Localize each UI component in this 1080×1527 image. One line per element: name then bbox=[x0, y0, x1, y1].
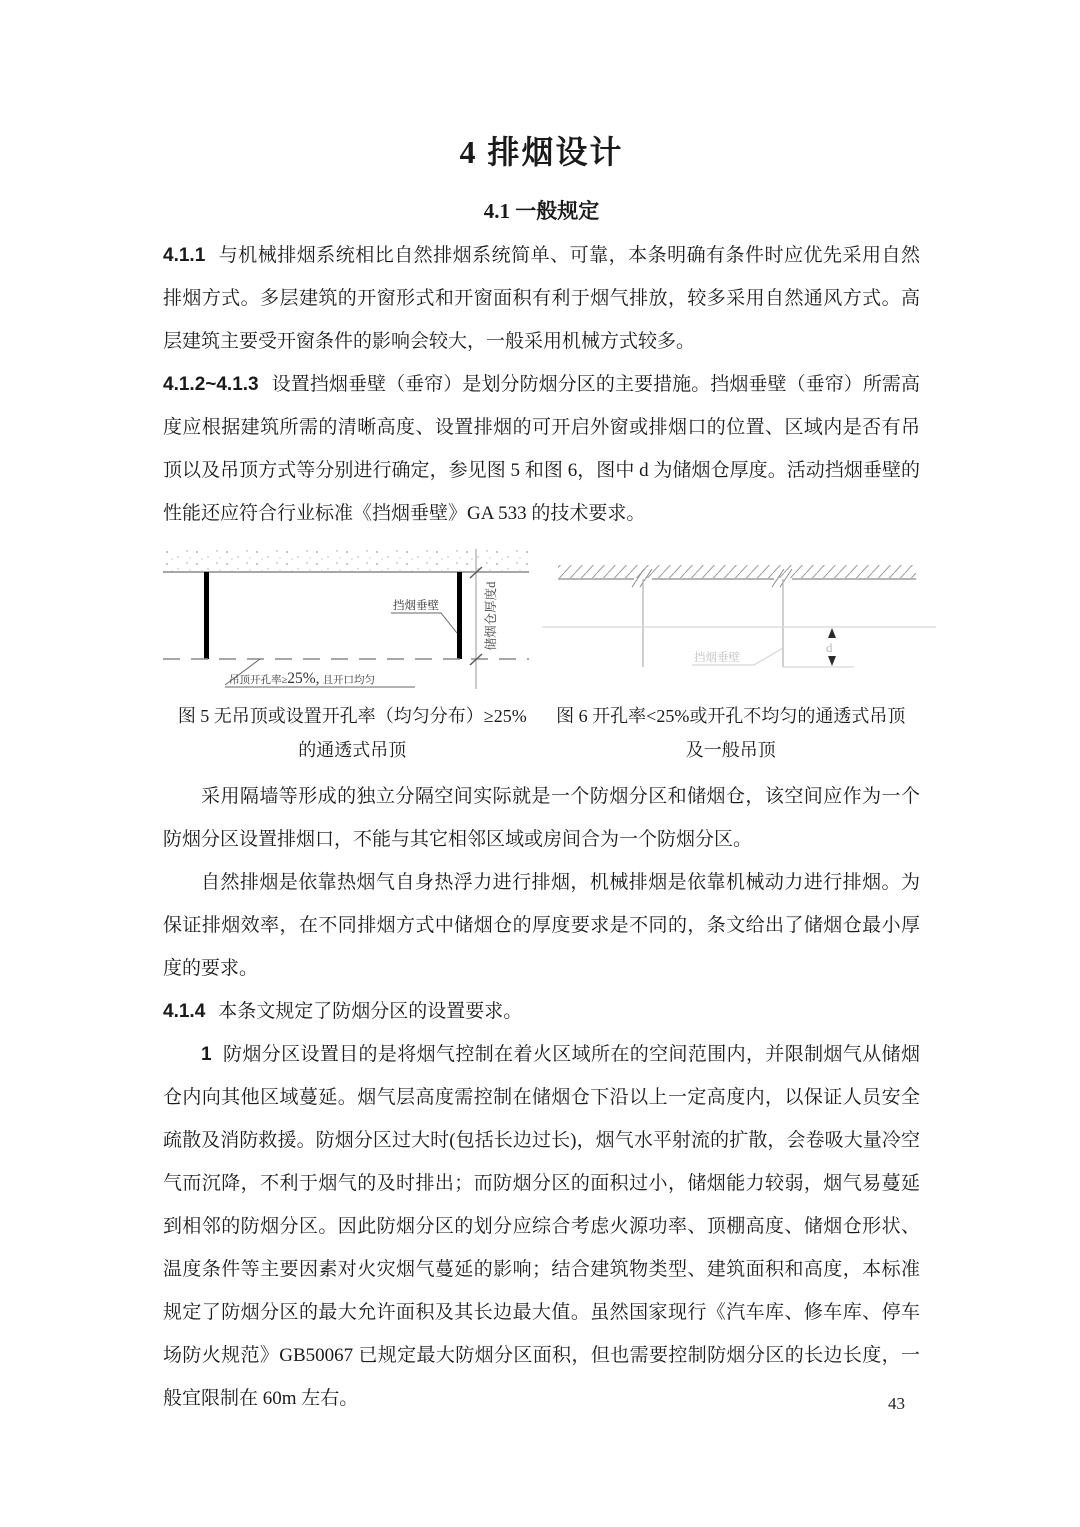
clause-number: 4.1.2~4.1.3 bbox=[163, 374, 259, 395]
depth-d-label: d bbox=[825, 640, 832, 655]
paragraph-text: 自然排烟是依靠热烟气自身热浮力进行排烟，机械排烟是依靠机械动力进行排烟。为保证排烟效率，在不同排烟方式中储烟仓的厚度要求是不同的，条文给出了储烟仓最小厚度的要求。 bbox=[163, 872, 920, 979]
figure-5-drawing bbox=[163, 549, 535, 697]
paragraph-item-1 bbox=[163, 1033, 920, 1420]
arrow-up-icon bbox=[828, 628, 836, 638]
figure-5 bbox=[163, 549, 542, 767]
body-text-block-1 bbox=[163, 234, 920, 535]
clause-number: 4.1.1 bbox=[163, 245, 206, 266]
figure-6-caption-line1: 图 6 开孔率<25%或开孔不均匀的通透式吊顶 bbox=[556, 706, 906, 726]
paragraph-partition bbox=[163, 775, 920, 861]
paragraph-4-1-4 bbox=[163, 990, 920, 1033]
body-text-block-2 bbox=[163, 775, 920, 1420]
figure-6-caption-line2: 及一般吊顶 bbox=[685, 740, 776, 760]
item-number: 1 bbox=[201, 1044, 212, 1065]
paragraph-text: 防烟分区设置目的是将烟气控制在着火区域所在的空间范围内，并限制烟气从储烟仓内向其他区域蔓延。烟气层高度需控制在储烟仓下沿以上一定高度内，以保证人员安全疏散及消防救援。防烟分区过大时(包括长边过长)，烟气水平射流的扩散，会卷吸大量冷空气而沉降，不利于烟气的及时排出；而防烟分区的面积过小，储烟能力较弱，烟气易蔓延到相邻的防烟分区。因此防烟分区的划分应综合考虑火源功率、顶棚高度、储烟仓形状、温度条件等主要因素对火灾烟气蔓延的影响；结合建筑物类型、建筑面积和高度，本标准规定了防烟分区的最大允许面积及其长边最大值。虽然国家现行《汽车库、修车库、停车场防火规范》GB50067 已规定最大防烟分区面积，但也需要控制防烟分区的长边长度，一般宜限制在 60m 左右。 bbox=[163, 1044, 920, 1409]
paragraph-text: 本条文规定了防烟分区的设置要求。 bbox=[218, 1001, 523, 1022]
paragraph-text: 与机械排烟系统相比自然排烟系统简单、可靠，本条明确有条件时应优先采用自然排烟方式。多层建筑的开窗形式和开窗面积有利于烟气排放，较多采用自然通风方式。高层建筑主要受开窗条件的影响会较大，一般采用机械方式较多。 bbox=[163, 245, 920, 352]
paragraph-natural-mechanical bbox=[163, 861, 920, 990]
barrier-leader-line bbox=[391, 613, 457, 633]
figure-6 bbox=[542, 549, 921, 767]
figure-5-caption bbox=[163, 699, 542, 767]
paragraph-4-1-2-4-1-3 bbox=[163, 363, 920, 535]
figure-6-drawing bbox=[542, 549, 936, 697]
figure-5-caption-line1: 图 5 无吊顶或设置开孔率（均匀分布）≥25% bbox=[177, 706, 527, 726]
barrier-leader-line bbox=[754, 648, 783, 665]
slab-stipple bbox=[163, 549, 529, 571]
barrier-label: 挡烟垂壁 bbox=[393, 600, 439, 612]
paragraph-text: 采用隔墙等形成的独立分隔空间实际就是一个防烟分区和储烟仓，该空间应作为一个防烟分区设置排烟口，不能与其它相邻区域或房间合为一个防烟分区。 bbox=[163, 786, 920, 850]
barrier-label: 挡烟垂壁 bbox=[693, 652, 740, 664]
page-number: 43 bbox=[888, 1394, 905, 1413]
smoke-barrier-left bbox=[204, 572, 209, 659]
perforation-note: 吊顶开孔率≥25%, 且开口均匀 bbox=[229, 670, 376, 687]
reservoir-depth-label: 储烟仓厚度d bbox=[484, 581, 498, 651]
paragraph-4-1-1 bbox=[163, 234, 920, 363]
chapter-title: 4 排烟设计 bbox=[459, 134, 624, 170]
section-heading: 4.1 一般规定 bbox=[483, 199, 600, 223]
figures-row bbox=[163, 549, 920, 767]
ceiling-hatch bbox=[558, 565, 916, 578]
arrow-down-icon bbox=[828, 656, 836, 666]
paragraph-text: 设置挡烟垂壁（垂帘）是划分防烟分区的主要措施。挡烟垂壁（垂帘）所需高度应根据建筑所需的清晰高度、设置排烟的可开启外窗或排烟口的位置、区域内是否有吊顶以及吊顶方式等分别进行确定，参见图 5 和图 6，图中 d 为储烟仓厚度。活动挡烟垂壁的性能还应符合行业标准《挡烟垂壁》GA 533 的技术要求。 bbox=[163, 374, 920, 524]
clause-number: 4.1.4 bbox=[163, 1001, 206, 1022]
figure-5-caption-line2: 的通透式吊顶 bbox=[298, 740, 407, 760]
figure-6-caption bbox=[542, 699, 921, 767]
smoke-barrier-right bbox=[457, 572, 462, 659]
